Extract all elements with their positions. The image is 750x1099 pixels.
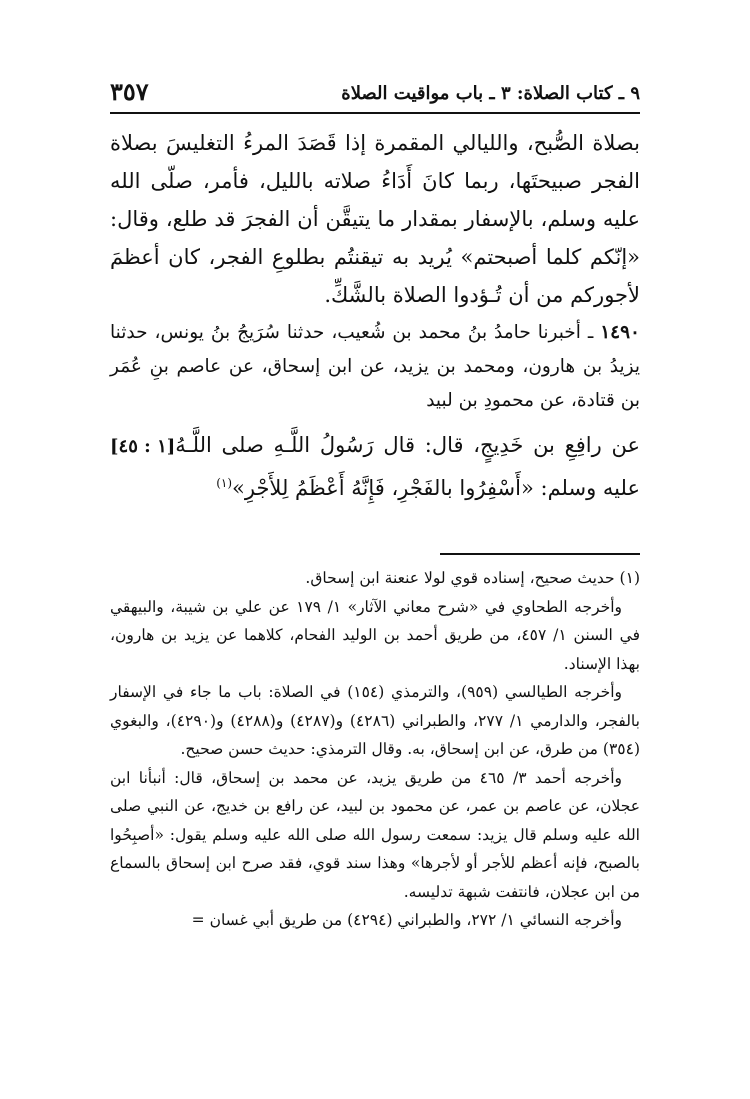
hadith-number: ١٤٩٠ (600, 322, 640, 343)
hadith-isnad: ـ أخبرنا حامدُ بنُ محمد بن شُعيب، حدثنا سُرَيجُ بنُ يونس، حدثنا يزيدُ بن هارون، ومحمد بن يزيد، عن ابن إسحاق، عن عاصم بنِ عُمَر بن قتادة، عن محمودِ بن لبيد (110, 322, 640, 411)
hadith-isnad-paragraph (110, 316, 640, 418)
hadith-matn-paragraph (110, 426, 640, 507)
grade-reference: [١ : ٤٥] (110, 436, 176, 457)
page-header (110, 70, 640, 106)
footnote-marker: (١) (216, 476, 233, 490)
hadith-matn: عن رافِعِ بن خَدِيجٍ، قال: قال رَسُولُ اللَّـهِ صلى اللَّـهُ عليه وسلم: «أَسْفِرُوا بالفَجْرِ، فَإِنَّهُ أَعْظَمُ لِلأَجْرِ» (175, 433, 640, 500)
main-text (110, 124, 640, 507)
commentary-paragraph: بصلاة الصُّبح، والليالي المقمرة إذا قَصَدَ المرءُ التغليسَ بصلاة الفجر صبيحتَها، ربما كانَ أَدَاءُ صلاته بالليل، فأمر، صلّى الله عليه وسلم، بالإسفار بمقدار ما يتيقَّن أن الفجرَ قد طلع، وقال: «إنّكم كلما أصبحتم» يُريد به تيقنتُم بطلوعِ الفجر، كان أعظمَ لأجوركم من أن تُـؤدوا الصلاة بالشَّكِّ. (110, 131, 640, 307)
footnotes (110, 564, 640, 935)
footnote-2: وأخرجه الطحاوي في «شرح معاني الآثار» ١/ ١٧٩ عن علي بن شيبة، والبيهقي في السنن ١/ ٤٥٧، من طريق أحمد بن الوليد الفحام، كلاهما عن يزيد بن هارون، بهذا الإسناد. (110, 597, 641, 673)
footnote-3: وأخرجه الطيالسي (٩٥٩)، والترمذي (١٥٤) في الصلاة: باب ما جاء في الإسفار بالفجر، والدارمي ١/ ٢٧٧، والطبراني (٤٢٨٦) و(٤٢٨٧) و(٤٢٨٨) و(٤٢٩٠)، والبغوي (٣٥٤) من طرق، عن ابن إسحاق، به. وقال الترمذي: حديث حسن صحيح. (110, 683, 640, 758)
chapter-title: ٩ ـ كتاب الصلاة: ٣ ـ باب مواقيت الصلاة (341, 83, 640, 104)
footnote-rule (440, 553, 640, 555)
footnote-4: وأخرجه أحمد ٣/ ٤٦٥ من طريق يزيد، عن محمد بن إسحاق، قال: أنبأنا ابن عجلان، عن عاصم بن عمر، عن محمود بن لبيد، عن رافع بن خديج، عن النبي صلى الله عليه وسلم قال يزيد: سمعت رسول الله صلى الله عليه وسلم يقول: «أصبِحُوا بالصبح، فإنه أعظم للأجر أو لأجرها» وهذا سند قوي، فقد صرح ابن إسحاق بالسماع من ابن عجلان، فانتفت شبهة تدليسه. (110, 768, 640, 901)
page-number: ٣٥٧ (110, 77, 149, 106)
footnote-5: وأخرجه النسائي ١/ ٢٧٢، والطبراني (٤٢٩٤) من طريق أبي غسان = (191, 911, 622, 929)
footnote-1: (١) حديث صحيح، إسناده قوي لولا عنعنة ابن إسحاق. (305, 569, 640, 587)
header-rule (110, 112, 640, 114)
